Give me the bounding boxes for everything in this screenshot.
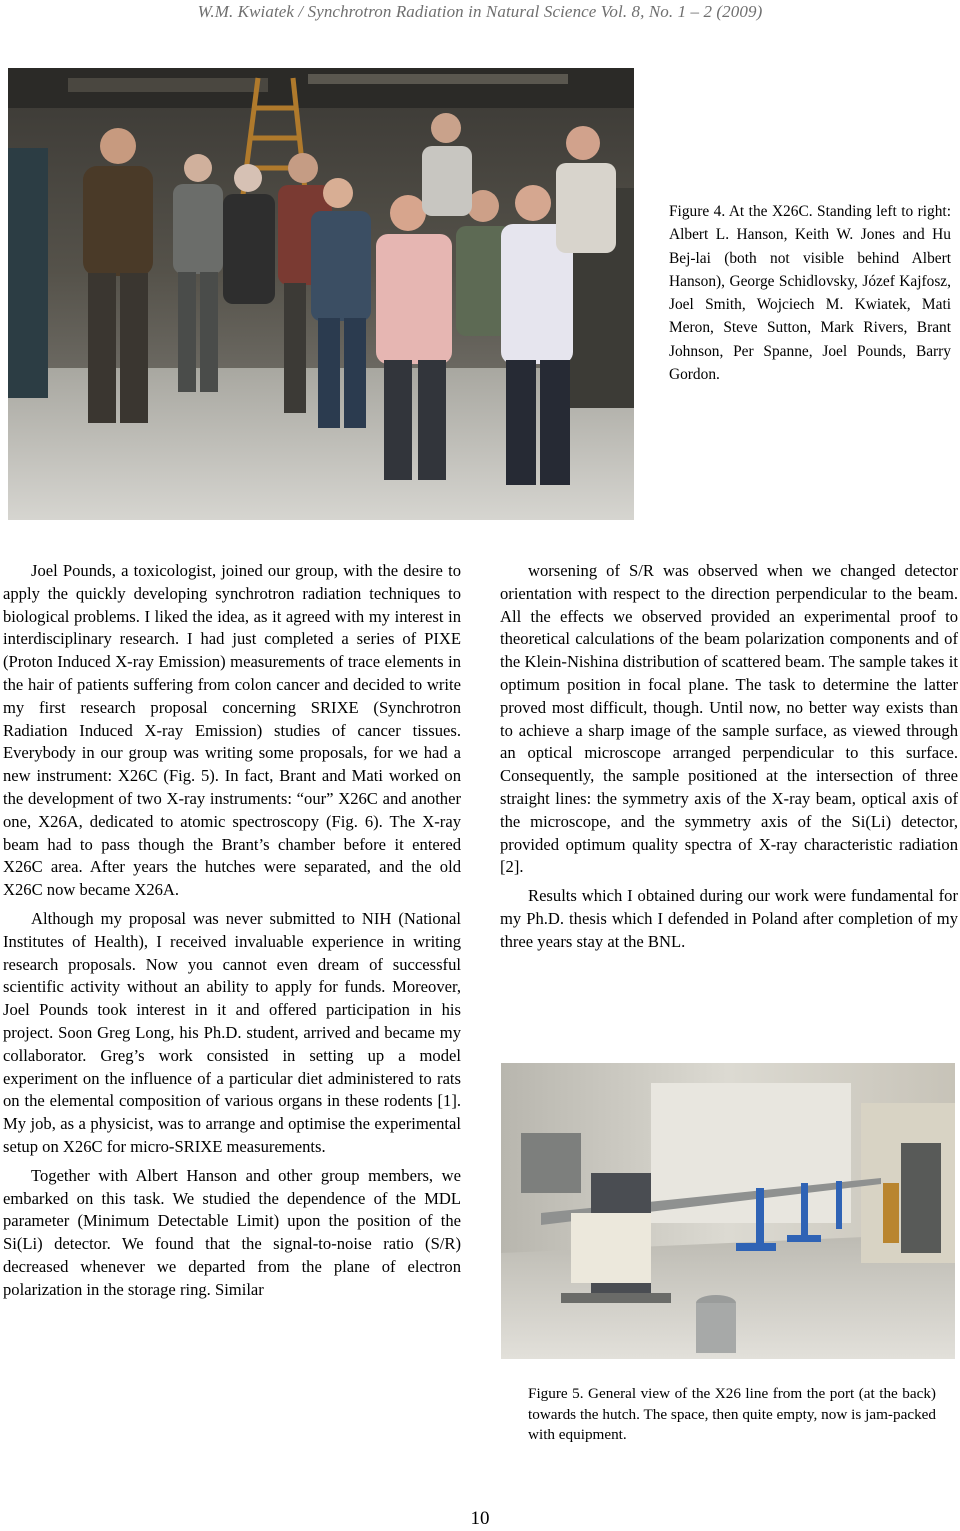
paragraph: Joel Pounds, a toxicologist, joined our group, with the desire to apply the quickly developing synchrotron radiation techniques to biological problems. I liked the idea, as it agreed with my interest in interdisciplinary research. I had just completed a series of PIXE (Proton Induced X-ray Emission) measurements of trace elements in the hair of patients suffering from colon cancer and decided to write my first research proposal concerning SRIXE (Synchrotron Radiation Induced X-ray Emission) studies of cancer tissues. Everybody in our group was writing some proposals, for we had a new instrument: X26C (Fig. 5). In fact, Brant and Mati worked on the development of two X-ray instruments: “our” X26C and another one, X26A, dedicated to atomic spectroscopy (Fig. 6). The X-ray beam had to pass though the Brant’s chamber before it entered X26C area. After years the hutches were separated, and the old X26C now became X26A. <box>3 561 461 900</box>
figure-5-caption: Figure 5. General view of the X26 line from the port (at the back) towards the hutch. The space, then quite empty, now is jam-packed with equipment. <box>528 1385 936 1443</box>
paragraph: Together with Albert Hanson and other group members, we embarked on this task. We studied the dependence of the MDL parameter (Minimum Detectable Limit) upon the position of the Si(Li) detector. We found that the signal-to-noise ratio (S/R) decreased whenever we departed from the plane of electron polarization in the storage ring. Similar <box>3 1165 461 1299</box>
left-text-column <box>3 560 461 1308</box>
figure-4-photo <box>8 68 634 520</box>
page-number: 10 <box>470 1508 490 1529</box>
running-header: W.M. Kwiatek / Synchrotron Radiation in Natural Science Vol. 8, No. 1 – 2 (2009) <box>197 2 763 21</box>
figure-4-caption: Figure 4. At the X26C. Standing left to right: Albert L. Hanson, Keith W. Jones and Hu Bej-lai (both not visible behind Albert Hanson), George Schidlovsky, Józef Kajfosz, Joel Smith, Wojciech M. Kwiatek, Mati Meron, Steve Sutton, Mark Rivers, Brant Johnson, Per Spanne, Joel Pounds, Barry Gordon. <box>669 203 951 384</box>
figure-5-photo <box>501 1063 955 1359</box>
paragraph: Although my proposal was never submitted to NIH (National Institutes of Health), I received invaluable experience in writing research proposals. Now you cannot even dream of successful scientific activity without an ability to apply for funds. Moreover, Joel Pounds took interest in it and offered participation in his project. Soon Greg Long, his Ph.D. student, arrived and became my collaborator. Greg’s work consisted in setting up a model experiment on the influence of a particular diet administered to rats on the elemental composition of various organs in these rodents [1]. My job, as a physicist, was to arrange and optimise the experimental setup on X26C for micro-SRIXE measurements. <box>3 908 461 1156</box>
paragraph: Results which I obtained during our work were fundamental for my Ph.D. thesis which I defended in Poland after completion of my three years stay at the BNL. <box>500 886 958 951</box>
paragraph: worsening of S/R was observed when we changed detector orientation with respect to the direction perpendicular to the beam. All the effects we observed provided an experimental proof to theoretical calculations of the beam polarization components and of the Klein-Nishina distribution of scattered beam. The sample takes it optimum position in focal plane. The task to determine the latter proved most difficult, though. Until now, no better way exists than to achieve a sharp image of the sample surface, as viewed through an optical microscope arranged perpendicular to this surface. Consequently, the sample positioned at the intersection of three straight lines: the symmetry axis of the X-ray beam, optical axis of the microscope, and the symmetry axis of the Si(Li) detector, provided optimum quality spectra of X-ray characteristic radiation [2]. <box>500 561 958 877</box>
right-text-column <box>500 560 958 960</box>
